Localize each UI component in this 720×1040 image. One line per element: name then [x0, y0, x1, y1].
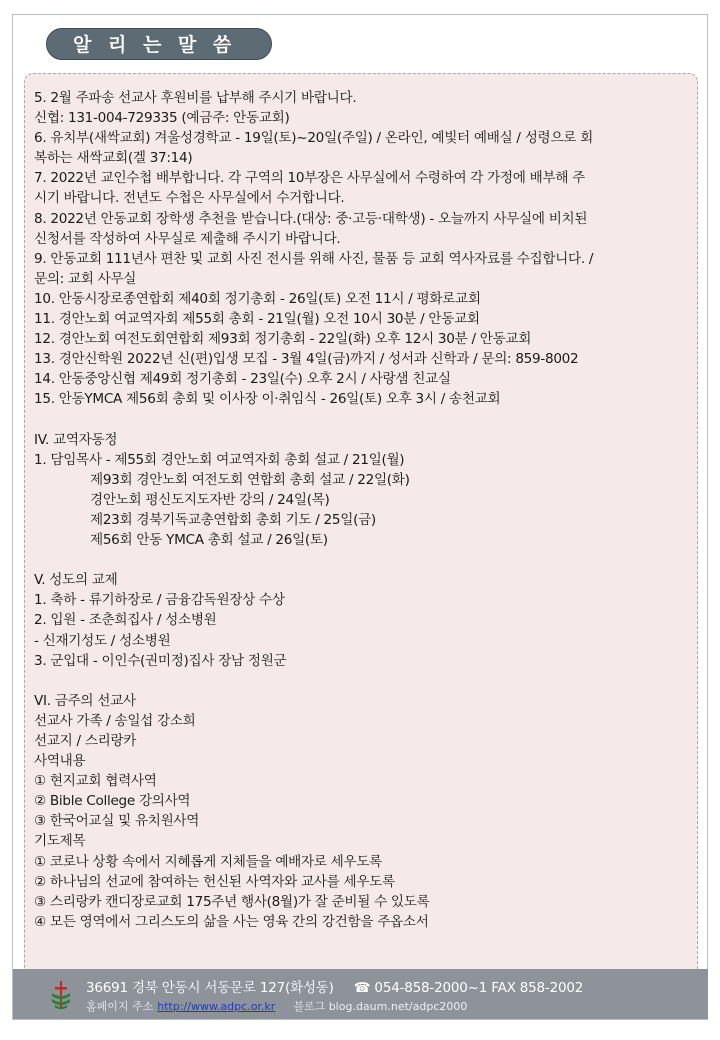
- fellowship-line: 2. 입원 - 조춘희집사 / 성소병원: [34, 612, 217, 629]
- missionary-line: ② Bible College 강의사역: [34, 793, 191, 810]
- homepage-label: 홈페이지 주소: [86, 1000, 154, 1013]
- fellowship-line: - 신재기성도 / 성소병원: [34, 632, 171, 649]
- missionary-line: 기도제목: [34, 833, 86, 850]
- missionary-line: 선교지 / 스리랑카: [34, 733, 137, 749]
- page-title: 알 리 는 말 씀: [46, 28, 272, 60]
- notice-line: 6. 유치부(새싹교회) 겨울성경학교 - 19일(토)~20일(주일) / 온라인, 예빛터 예배실 / 성령으로 회: [34, 130, 593, 147]
- clergy-line: 제56회 안동 YMCA 총회 설교 / 26일(토): [90, 532, 328, 549]
- missionary-line: ③ 스리랑카 캔디장로교회 175주년 행사(8월)가 잘 준비될 수 있도록: [34, 893, 430, 910]
- notice-line: 11. 경안노회 여교역자회 제55회 총회 - 21일(월) 오전 10시 30분 / 안동교회: [34, 311, 480, 328]
- section-heading: IV. 교역자동정: [34, 431, 118, 448]
- notice-line: 시기 바랍니다. 전년도 수첩은 사무실에서 수거합니다.: [34, 190, 345, 207]
- clergy-line: 경안노회 평신도지도자반 강의 / 24일(목): [90, 491, 330, 508]
- notice-line: 15. 안동YMCA 제56회 총회 및 이사장 이·취임식 - 26일(토) 오후 3시 / 송천교회: [34, 391, 501, 408]
- clergy-line: 제23회 경북기독교총연합회 총회 기도 / 25일(금): [90, 511, 376, 528]
- missionary-line: ① 코로나 상황 속에서 지혜롭게 지체들을 예배자로 세우도록: [34, 853, 382, 870]
- homepage-link[interactable]: http://www.adpc.or.kr: [157, 1000, 276, 1013]
- footer: [13, 969, 708, 1019]
- notice-list: [34, 88, 690, 410]
- footer-contact: [86, 976, 583, 996]
- section-heading: VI. 금주의 선교사: [34, 692, 136, 709]
- section-spacer: [34, 671, 690, 691]
- fellowship-line: 3. 군입대 - 이인수(권미정)집사 장남 정원군: [34, 652, 287, 669]
- missionary-line: 사역내용: [34, 753, 86, 770]
- missionary-line: ④ 모든 영역에서 그리스도의 삶을 사는 영육 간의 강건함을 주옵소서: [34, 913, 429, 930]
- notice-line: 14. 안동중앙신협 제49회 정기총회 - 23일(수) 오후 2시 / 사랑샘 친교실: [34, 371, 451, 388]
- footer-phone: ☎ 054-858-2000~1 FAX 858-2002: [353, 980, 584, 996]
- clergy-line: 제93회 경안노회 여전도회 연합회 총회 설교 / 22일(화): [90, 471, 410, 488]
- missionary-line: ① 현지교회 협력사역: [34, 773, 157, 790]
- notice-line: 10. 안동시장로종연합회 제40회 정기총회 - 26일(토) 오전 11시 / 평화로교회: [34, 290, 481, 307]
- missionary-line: 선교사 가족 / 송일섭 강소희: [34, 712, 196, 729]
- notice-line: 복하는 새싹교회(겔 37:14): [34, 150, 193, 167]
- notice-line: 8. 2022년 안동교회 장학생 추천을 받습니다.(대상: 중·고등·대학생) - 오늘까지 사무실에 비치된: [34, 210, 588, 227]
- fellowship-line: 1. 축하 - 류기하장로 / 금융감독원장상 수상: [34, 592, 285, 609]
- missionary-section: [34, 691, 690, 932]
- missionary-line: ② 하나님의 선교에 참여하는 헌신된 사역자와 교사를 세우도록: [34, 873, 395, 890]
- notice-line: 9. 안동교회 111년사 편찬 및 교회 사진 전시를 위해 사진, 물품 등 교회 역사자료를 수집합니다. /: [34, 250, 594, 267]
- section-heading: V. 성도의 교제: [34, 572, 118, 589]
- section-spacer: [34, 550, 690, 570]
- footer-blog: 블로그 blog.daum.net/adpc2000: [293, 1000, 468, 1013]
- notice-line: 문의: 교회 사무실: [34, 270, 137, 287]
- church-logo-icon: [49, 979, 73, 1011]
- clergy-line: 1. 담임목사 - 제55회 경안노회 여교역자회 총회 설교 / 21일(월): [34, 451, 405, 468]
- notice-line: 13. 경안신학원 2022년 신(편)입생 모집 - 3월 4일(금)까지 / 성서과 신학과 / 문의: 859-8002: [34, 351, 579, 368]
- notice-line: 신청서를 작성하여 사무실로 제출해 주시기 바랍니다.: [34, 230, 341, 247]
- notice-line: 7. 2022년 교인수첩 배부합니다. 각 구역의 10부장은 사무실에서 수령하여 각 가정에 배부해 주: [34, 170, 586, 187]
- footer-address: 36691 경북 안동시 서동문로 127(화성동): [86, 980, 334, 996]
- notice-content: [34, 88, 690, 932]
- section-spacer: [34, 410, 690, 430]
- notice-line: 5. 2월 주파송 선교사 후원비를 납부해 주시기 바랍니다.: [34, 90, 357, 106]
- notice-line: 12. 경안노회 여전도회연합회 제93회 정기총회 - 22일(화) 오후 12시 30분 / 안동교회: [34, 331, 532, 348]
- missionary-line: ③ 한국어교실 및 유치원사역: [34, 813, 200, 830]
- footer-links: [86, 998, 467, 1014]
- fellowship-section: [34, 570, 690, 670]
- clergy-section: [34, 430, 690, 551]
- notice-line: 신협: 131-004-729335 (예금주: 안동교회): [34, 110, 290, 127]
